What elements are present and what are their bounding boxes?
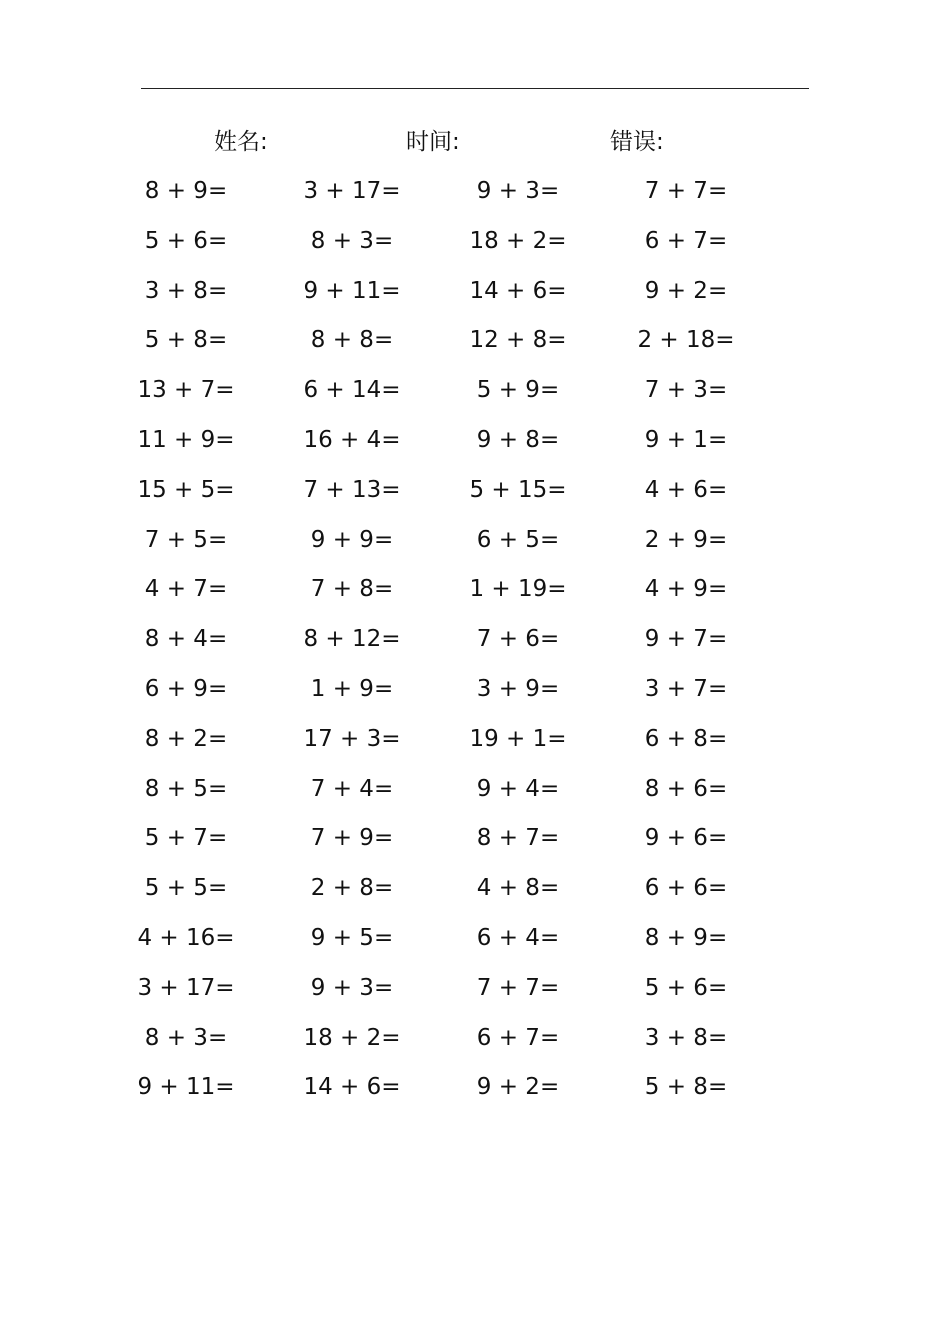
addition-problem: 9 + 8= — [476, 427, 560, 453]
addition-problem: 1 + 9= — [310, 676, 394, 702]
addition-problem: 8 + 3= — [144, 1025, 228, 1051]
addition-problem: 14 + 6= — [303, 1074, 401, 1100]
addition-problem: 11 + 9= — [137, 427, 235, 453]
addition-problem: 9 + 2= — [644, 278, 728, 304]
addition-problem: 8 + 9= — [644, 925, 728, 951]
addition-problem: 2 + 9= — [644, 527, 728, 553]
addition-problem: 3 + 7= — [644, 676, 728, 702]
addition-problem: 9 + 3= — [310, 975, 394, 1001]
addition-problem: 6 + 8= — [644, 726, 728, 752]
addition-problem: 3 + 17= — [303, 178, 401, 204]
addition-problem: 2 + 18= — [637, 327, 735, 353]
addition-problem: 7 + 9= — [310, 825, 394, 851]
addition-problem: 2 + 8= — [310, 875, 394, 901]
addition-problem: 7 + 6= — [476, 626, 560, 652]
addition-problem: 3 + 17= — [137, 975, 235, 1001]
addition-problem: 14 + 6= — [469, 278, 567, 304]
addition-problem: 5 + 15= — [469, 477, 567, 503]
errors-label: 错误: — [610, 129, 664, 155]
addition-problem: 18 + 2= — [469, 228, 567, 254]
addition-problem: 8 + 9= — [144, 178, 228, 204]
addition-problem: 13 + 7= — [137, 377, 235, 403]
addition-problem: 9 + 11= — [137, 1074, 235, 1100]
addition-problem: 7 + 8= — [310, 576, 394, 602]
addition-problem: 6 + 6= — [644, 875, 728, 901]
addition-problem: 9 + 7= — [644, 626, 728, 652]
addition-problem: 7 + 7= — [476, 975, 560, 1001]
addition-problem: 5 + 9= — [476, 377, 560, 403]
name-label: 姓名: — [214, 129, 268, 155]
addition-problem: 1 + 19= — [469, 576, 567, 602]
addition-problem: 5 + 7= — [144, 825, 228, 851]
addition-problem: 9 + 1= — [644, 427, 728, 453]
addition-problem: 8 + 8= — [310, 327, 394, 353]
addition-problem: 4 + 9= — [644, 576, 728, 602]
addition-problem: 5 + 5= — [144, 875, 228, 901]
addition-problem: 6 + 7= — [644, 228, 728, 254]
addition-problem: 3 + 9= — [476, 676, 560, 702]
addition-problem: 6 + 4= — [476, 925, 560, 951]
addition-problem: 9 + 6= — [644, 825, 728, 851]
addition-problem: 7 + 4= — [310, 776, 394, 802]
addition-problem: 8 + 5= — [144, 776, 228, 802]
addition-problem: 19 + 1= — [469, 726, 567, 752]
addition-problem: 9 + 4= — [476, 776, 560, 802]
addition-problem: 4 + 7= — [144, 576, 228, 602]
addition-problem: 8 + 7= — [476, 825, 560, 851]
time-label: 时间: — [406, 129, 460, 155]
addition-problem: 6 + 7= — [476, 1025, 560, 1051]
addition-problem: 3 + 8= — [144, 278, 228, 304]
addition-problem: 16 + 4= — [303, 427, 401, 453]
addition-problem: 5 + 6= — [144, 228, 228, 254]
addition-problem: 7 + 13= — [303, 477, 401, 503]
addition-problem: 12 + 8= — [469, 327, 567, 353]
addition-problem: 8 + 4= — [144, 626, 228, 652]
addition-problem: 8 + 3= — [310, 228, 394, 254]
addition-problem: 17 + 3= — [303, 726, 401, 752]
addition-problem: 6 + 5= — [476, 527, 560, 553]
addition-problem: 18 + 2= — [303, 1025, 401, 1051]
addition-problem: 4 + 8= — [476, 875, 560, 901]
addition-problem: 8 + 2= — [144, 726, 228, 752]
addition-problem: 7 + 5= — [144, 527, 228, 553]
addition-problem: 3 + 8= — [644, 1025, 728, 1051]
addition-problem: 9 + 11= — [303, 278, 401, 304]
addition-problem: 6 + 9= — [144, 676, 228, 702]
addition-problem: 9 + 2= — [476, 1074, 560, 1100]
addition-problem: 4 + 6= — [644, 477, 728, 503]
top-rule — [141, 88, 809, 89]
addition-problem: 8 + 6= — [644, 776, 728, 802]
addition-problem: 5 + 8= — [144, 327, 228, 353]
addition-problem: 9 + 9= — [310, 527, 394, 553]
addition-problem: 7 + 7= — [644, 178, 728, 204]
addition-problem: 8 + 12= — [303, 626, 401, 652]
addition-problem: 15 + 5= — [137, 477, 235, 503]
addition-problem: 9 + 3= — [476, 178, 560, 204]
addition-problem: 5 + 8= — [644, 1074, 728, 1100]
addition-problem: 9 + 5= — [310, 925, 394, 951]
addition-problem: 5 + 6= — [644, 975, 728, 1001]
addition-problem: 7 + 3= — [644, 377, 728, 403]
addition-problem: 4 + 16= — [137, 925, 235, 951]
addition-problem: 6 + 14= — [303, 377, 401, 403]
